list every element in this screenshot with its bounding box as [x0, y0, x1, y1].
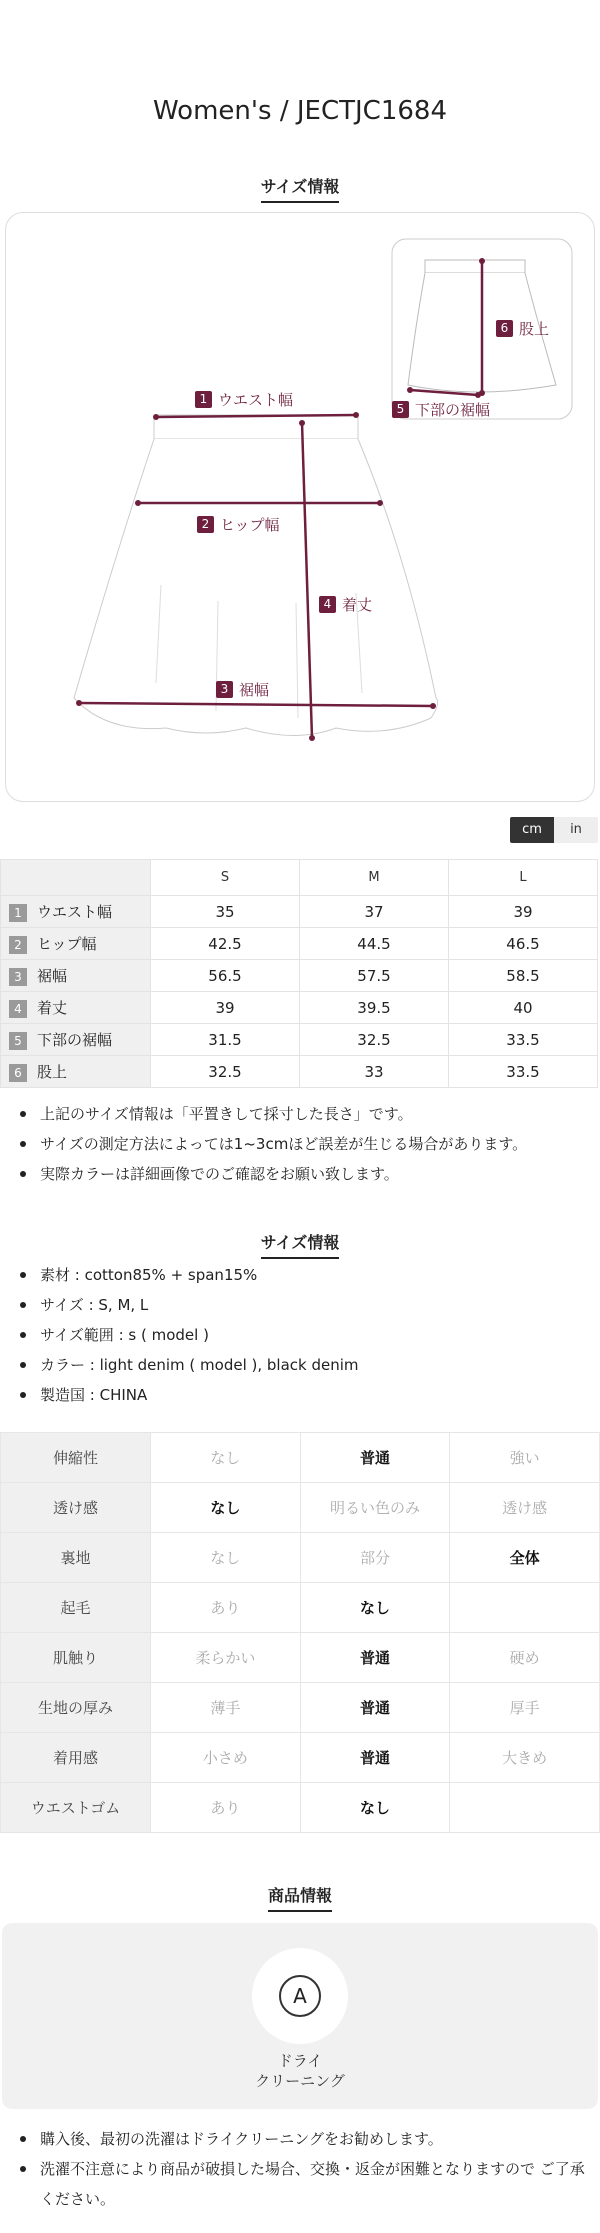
dry-clean-icon: A [279, 1975, 321, 2017]
row-label-text: 下部の裾幅 [37, 1031, 113, 1049]
option-cell [450, 1783, 600, 1833]
table-row [1, 1733, 600, 1783]
cell-value: 39 [449, 896, 598, 928]
option-cell: 厚手 [450, 1683, 600, 1733]
header-blank [1, 860, 151, 896]
row-label-text: 着丈 [37, 999, 68, 1017]
label-waist [195, 389, 293, 410]
header-size-s: S [151, 860, 300, 896]
label-number: 2 [197, 516, 214, 533]
cell-value: 42.5 [151, 928, 300, 960]
row-number: 3 [9, 968, 27, 986]
list-item: カラー : light denim ( model ), black denim [18, 1350, 588, 1380]
list-item: サイズ : S, M, L [18, 1290, 588, 1320]
size-table-header [1, 860, 598, 896]
row-label [1, 928, 151, 960]
table-row [1, 1024, 598, 1056]
option-cell: 柔らかい [151, 1633, 301, 1683]
cell-value: 39.5 [300, 992, 449, 1024]
spec-heading-text: サイズ情報 [261, 1230, 340, 1259]
option-cell [450, 1583, 600, 1633]
option-cell: 透け感 [450, 1483, 600, 1533]
care-label-line2: クリーニング [255, 2072, 345, 2090]
table-row [1, 1533, 600, 1583]
header-size-m: M [300, 860, 449, 896]
row-label: 起毛 [1, 1583, 151, 1633]
option-cell: 硬め [450, 1633, 600, 1683]
list-item: 実際カラーは詳細画像でのご確認をお願い致します。 [18, 1159, 588, 1189]
row-label: ウエストゴム [1, 1783, 151, 1833]
unit-toggle [510, 817, 598, 843]
row-number: 4 [9, 1000, 27, 1018]
label-text: 下部の裾幅 [415, 401, 491, 419]
spec-heading [0, 1230, 600, 1259]
table-row [1, 960, 598, 992]
table-row [1, 1483, 600, 1533]
option-cell: なし [151, 1533, 301, 1583]
table-row [1, 928, 598, 960]
option-cell-selected: なし [300, 1783, 450, 1833]
label-text: ヒップ幅 [220, 516, 280, 534]
row-label-text: 裾幅 [37, 967, 68, 985]
page-title: Women's / JECTJC1684 [153, 96, 447, 126]
size-info-heading [0, 174, 600, 203]
cell-value: 56.5 [151, 960, 300, 992]
list-item: サイズ範囲 : s ( model ) [18, 1320, 588, 1350]
care-label-line1: ドライ [277, 2052, 323, 2070]
label-hip [197, 514, 280, 535]
cell-value: 40 [449, 992, 598, 1024]
cell-value: 46.5 [449, 928, 598, 960]
table-row [1, 1683, 600, 1733]
fabric-feel-table [0, 1432, 600, 1833]
cell-value: 57.5 [300, 960, 449, 992]
table-row [1, 1056, 598, 1088]
cell-value: 33.5 [449, 1056, 598, 1088]
cell-value: 39 [151, 992, 300, 1024]
row-label [1, 960, 151, 992]
option-cell: 小さめ [151, 1733, 301, 1783]
option-cell: 大きめ [450, 1733, 600, 1783]
unit-in-button[interactable]: in [554, 817, 598, 843]
option-cell-selected: なし [151, 1483, 301, 1533]
label-bottom-hem [392, 399, 490, 420]
label-text: ウエスト幅 [218, 391, 294, 409]
label-hem [216, 679, 269, 700]
size-info-heading-text: サイズ情報 [261, 174, 340, 203]
option-cell: 部分 [300, 1533, 450, 1583]
cell-value: 37 [300, 896, 449, 928]
option-cell-selected: 普通 [300, 1683, 450, 1733]
cell-value: 35 [151, 896, 300, 928]
option-cell-selected: 普通 [300, 1433, 450, 1483]
care-box [2, 1923, 598, 2109]
row-label-text: ヒップ幅 [37, 935, 97, 953]
skirt-illustration [6, 213, 596, 803]
row-number: 1 [9, 904, 27, 922]
row-label: 生地の厚み [1, 1683, 151, 1733]
option-cell-selected: 普通 [300, 1633, 450, 1683]
size-diagram [5, 212, 595, 802]
list-item: サイズの測定方法によっては1~3cmほど誤差が生じる場合があります。 [18, 1129, 588, 1159]
row-label: 透け感 [1, 1483, 151, 1533]
cell-value: 33 [300, 1056, 449, 1088]
label-text: 股上 [519, 320, 550, 338]
option-cell-selected: 普通 [300, 1733, 450, 1783]
row-label [1, 896, 151, 928]
row-label-text: ウエスト幅 [37, 903, 113, 921]
label-text: 着丈 [342, 596, 373, 614]
row-label-text: 股上 [37, 1063, 68, 1081]
row-label: 肌触り [1, 1633, 151, 1683]
table-row [1, 992, 598, 1024]
label-length [319, 594, 372, 615]
list-item: 素材 : cotton85% + span15% [18, 1260, 588, 1290]
cell-value: 44.5 [300, 928, 449, 960]
label-number: 3 [216, 681, 233, 698]
option-cell-selected: なし [300, 1583, 450, 1633]
unit-cm-button[interactable]: cm [510, 817, 554, 843]
option-cell-selected: 全体 [450, 1533, 600, 1583]
spec-list [18, 1260, 588, 1410]
list-item: 上記のサイズ情報は「平置きして採寸した長さ」です。 [18, 1099, 588, 1129]
row-label: 着用感 [1, 1733, 151, 1783]
size-notes [18, 1099, 588, 1189]
care-notes [18, 2124, 588, 2214]
label-number: 1 [195, 391, 212, 408]
cell-value: 33.5 [449, 1024, 598, 1056]
label-text: 裾幅 [239, 681, 270, 699]
row-label [1, 1024, 151, 1056]
row-number: 5 [9, 1032, 27, 1050]
label-number: 4 [319, 596, 336, 613]
list-item: 製造国 : CHINA [18, 1380, 588, 1410]
table-row [1, 1783, 600, 1833]
table-row [1, 896, 598, 928]
label-number: 5 [392, 401, 409, 418]
dry-clean-icon-circle [252, 1948, 348, 2044]
label-number: 6 [496, 320, 513, 337]
option-cell: あり [151, 1783, 301, 1833]
option-cell: 薄手 [151, 1683, 301, 1733]
cell-value: 32.5 [151, 1056, 300, 1088]
option-cell: あり [151, 1583, 301, 1633]
header-size-l: L [449, 860, 598, 896]
product-info-heading-text: 商品情報 [268, 1883, 332, 1912]
row-label [1, 1056, 151, 1088]
list-item: 購入後、最初の洗濯はドライクリーニングをお勧めします。 [18, 2124, 588, 2154]
row-label: 伸縮性 [1, 1433, 151, 1483]
row-number: 2 [9, 936, 27, 954]
table-row [1, 1433, 600, 1483]
cell-value: 32.5 [300, 1024, 449, 1056]
row-number: 6 [9, 1064, 27, 1082]
row-label: 裏地 [1, 1533, 151, 1583]
option-cell: 強い [450, 1433, 600, 1483]
list-item: 洗濯不注意により商品が破損した場合、交換・返金が困難となりますので ご了承ください。 [18, 2154, 588, 2214]
care-label [2, 2051, 598, 2091]
cell-value: 58.5 [449, 960, 598, 992]
label-rise [496, 318, 549, 339]
option-cell: 明るい色のみ [300, 1483, 450, 1533]
row-label [1, 992, 151, 1024]
product-info-heading [0, 1883, 600, 1912]
size-table [0, 859, 598, 1088]
table-row [1, 1633, 600, 1683]
table-row [1, 1583, 600, 1633]
option-cell: なし [151, 1433, 301, 1483]
cell-value: 31.5 [151, 1024, 300, 1056]
